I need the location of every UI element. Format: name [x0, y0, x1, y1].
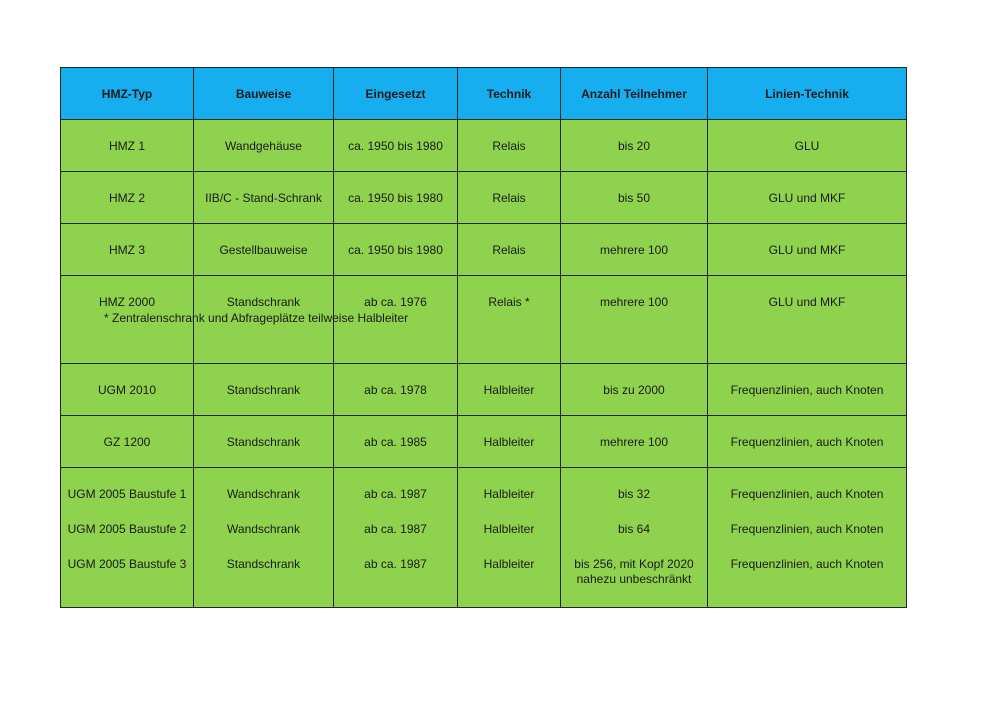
- cell-anzahl-teilnehmer-group: [561, 468, 708, 608]
- group-item-anzahl-teilnehmer: bis 256, mit Kopf 2020: [574, 557, 694, 571]
- cell-technik: Relais: [458, 120, 561, 172]
- table-row: [61, 364, 907, 416]
- header-anzahl-teilnehmer: Anzahl Teilnehmer: [561, 68, 708, 120]
- cell-hmz-typ: HMZ 3: [61, 224, 194, 276]
- group-item-linien-technik: Frequenzlinien, auch Knoten: [730, 557, 884, 571]
- table-row: [61, 172, 907, 224]
- cell-bauweise: Standschrank: [194, 276, 334, 364]
- cell-hmz-typ-group: [61, 468, 194, 608]
- group-item-anzahl-teilnehmer: bis 64: [617, 522, 651, 536]
- cell-technik: Relais: [458, 224, 561, 276]
- cell-technik-group: [458, 468, 561, 608]
- table-row: [61, 120, 907, 172]
- group-item-bauweise: Wandschrank: [227, 522, 300, 536]
- cell-eingesetzt: ca. 1950 bis 1980: [334, 224, 458, 276]
- cell-eingesetzt: ab ca. 1985: [334, 416, 458, 468]
- cell-technik: Halbleiter: [458, 416, 561, 468]
- cell-bauweise: IIB/C - Stand-Schrank: [194, 172, 334, 224]
- cell-linien-technik: Frequenzlinien, auch Knoten: [708, 416, 907, 468]
- table-row: [61, 224, 907, 276]
- group-item-anzahl-teilnehmer-line2: nahezu unbeschränkt: [576, 572, 692, 586]
- table-row: [61, 416, 907, 468]
- cell-linien-technik: GLU: [708, 120, 907, 172]
- table-row-group-ugm-2005: [61, 468, 907, 608]
- group-item-eingesetzt: ab ca. 1987: [364, 557, 427, 571]
- group-item-anzahl-teilnehmer: bis 32: [617, 487, 651, 501]
- cell-eingesetzt-group: [334, 468, 458, 608]
- group-item-linien-technik: Frequenzlinien, auch Knoten: [730, 487, 884, 501]
- header-technik: Technik: [458, 68, 561, 120]
- group-item-technik: Halbleiter: [483, 522, 535, 536]
- cell-anzahl-teilnehmer: bis zu 2000: [561, 364, 708, 416]
- cell-bauweise-group: [194, 468, 334, 608]
- cell-anzahl-teilnehmer: bis 20: [561, 120, 708, 172]
- cell-linien-technik-group: [708, 468, 907, 608]
- cell-linien-technik: Frequenzlinien, auch Knoten: [708, 364, 907, 416]
- footnote-hmz-2000: * Zentralenschrank und Abfrageplätze teilweise Halbleiter: [104, 311, 409, 325]
- header-eingesetzt: Eingesetzt: [334, 68, 458, 120]
- group-item-hmz-typ: UGM 2005 Baustufe 2: [67, 522, 187, 536]
- group-item-linien-technik: Frequenzlinien, auch Knoten: [730, 522, 884, 536]
- cell-bauweise: Wandgehäuse: [194, 120, 334, 172]
- group-item-bauweise: Wandschrank: [227, 487, 300, 501]
- cell-hmz-typ: UGM 2010: [61, 364, 194, 416]
- cell-eingesetzt: ab ca. 1976: [334, 276, 458, 364]
- cell-hmz-typ: HMZ 2: [61, 172, 194, 224]
- cell-bauweise: Standschrank: [194, 364, 334, 416]
- cell-linien-technik: GLU und MKF: [708, 224, 907, 276]
- header-row: [61, 68, 907, 120]
- group-item-eingesetzt: ab ca. 1987: [364, 487, 427, 501]
- header-hmz-typ: HMZ-Typ: [61, 68, 194, 120]
- group-item-technik: Halbleiter: [483, 487, 535, 501]
- group-item-hmz-typ: UGM 2005 Baustufe 3: [67, 557, 187, 571]
- group-item-technik: Halbleiter: [483, 557, 535, 571]
- cell-eingesetzt: ab ca. 1978: [334, 364, 458, 416]
- header-linien-technik: Linien-Technik: [708, 68, 907, 120]
- cell-eingesetzt: ca. 1950 bis 1980: [334, 120, 458, 172]
- cell-eingesetzt: ca. 1950 bis 1980: [334, 172, 458, 224]
- group-item-eingesetzt: ab ca. 1987: [364, 522, 427, 536]
- cell-anzahl-teilnehmer: bis 50: [561, 172, 708, 224]
- cell-bauweise: Standschrank: [194, 416, 334, 468]
- header-bauweise: Bauweise: [194, 68, 334, 120]
- cell-hmz-typ: GZ 1200: [61, 416, 194, 468]
- cell-linien-technik: GLU und MKF: [708, 276, 907, 364]
- cell-anzahl-teilnehmer: mehrere 100: [561, 276, 708, 364]
- cell-anzahl-teilnehmer: mehrere 100: [561, 224, 708, 276]
- cell-technik: Relais: [458, 172, 561, 224]
- hmz-table-container: [60, 67, 906, 608]
- cell-hmz-typ: HMZ 2000: [61, 276, 194, 364]
- cell-technik: Halbleiter: [458, 364, 561, 416]
- group-item-bauweise: Standschrank: [226, 557, 301, 571]
- cell-bauweise: Gestellbauweise: [194, 224, 334, 276]
- cell-technik: Relais *: [458, 276, 561, 364]
- cell-hmz-typ: HMZ 1: [61, 120, 194, 172]
- cell-linien-technik: GLU und MKF: [708, 172, 907, 224]
- cell-anzahl-teilnehmer: mehrere 100: [561, 416, 708, 468]
- group-item-hmz-typ: UGM 2005 Baustufe 1: [67, 487, 187, 501]
- hmz-table: [60, 67, 907, 608]
